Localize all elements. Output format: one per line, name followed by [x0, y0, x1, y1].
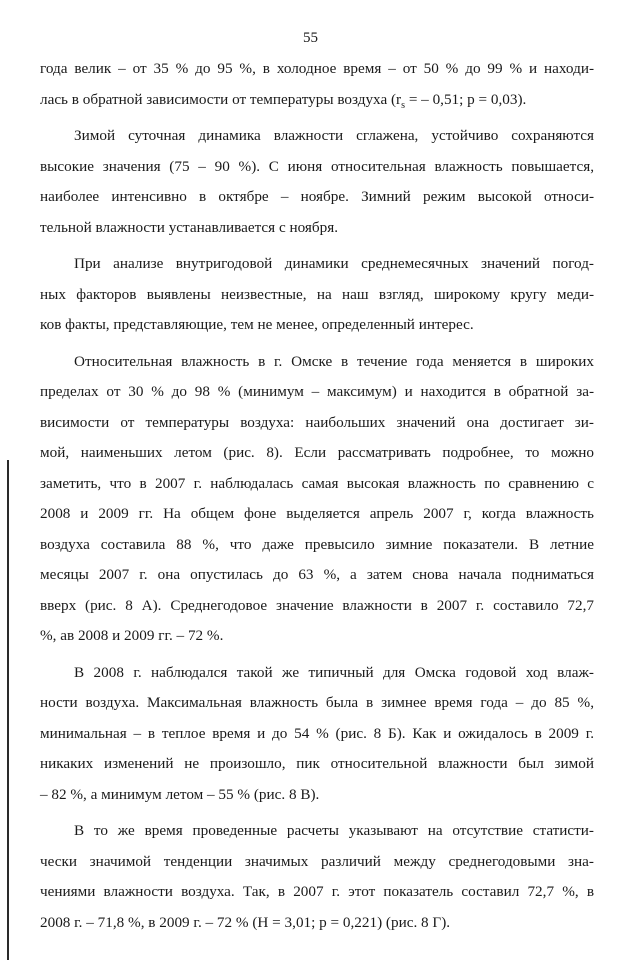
text-line: чениями влажности воздуха. Так, в 2007 г. этот показатель составил 72,7 %, в	[40, 883, 594, 900]
page-number: 55	[303, 30, 318, 46]
text-line: ных факторов выявлены неизвестные, на наш взгляд, широкому кругу меди-	[40, 285, 594, 303]
text-line: никаких изменений не произошло, пик относительной влажности был зимой	[40, 755, 594, 772]
paragraph	[40, 658, 594, 811]
subscript: s	[401, 99, 406, 111]
paragraph	[40, 249, 594, 341]
text-line: %, ав 2008 и 2009 гг. – 72 %.	[40, 627, 224, 644]
text-line: чески значимой тенденции значимых различий между среднегодовыми зна-	[40, 852, 594, 870]
scan-edge-line	[7, 460, 9, 960]
paragraph	[40, 121, 594, 243]
text-line: заметить, что в 2007 г. наблюдалась самая высокая влажность по сравнению с	[40, 474, 594, 492]
text-line: тельной влажности устанавливается с ноября.	[40, 218, 339, 236]
text-line: 2008 г. – 71,8 %, в 2009 г. – 72 % (H = 3,01; p = 0,221) (рис. 8 Г).	[40, 913, 451, 931]
body-text	[40, 54, 594, 938]
text-line: минимальная – в теплое время и до 54 % (рис. 8 Б). Как и ожидалось в 2009 г.	[40, 724, 594, 742]
paragraph	[40, 816, 594, 938]
text-line: высокие значения (75 – 90 %). С июня относительная влажность повышается,	[40, 157, 594, 175]
text-line: ности воздуха. Максимальная влажность была в зимнее время года – до 85 %,	[40, 694, 594, 711]
text-line: мой, наименьших летом (рис. 8). Если рассматривать подробнее, то можно	[40, 444, 594, 461]
text-line: воздуха составила 88 %, что даже превысило зимние показатели. В летние	[40, 535, 594, 553]
text-line: При анализе внутригодовой динамики среднемесячных значений погод-	[74, 255, 594, 272]
paragraph	[40, 54, 594, 115]
text-line: В 2008 г. наблюдался такой же типичный для Омска годовой ход влаж-	[74, 663, 594, 681]
text-line: ков факты, представляющие, тем не менее, определенный интерес.	[40, 316, 474, 333]
text-line: В то же время проведенные расчеты указывают на отсутствие статисти-	[74, 822, 594, 839]
text-line: года велик – от 35 % до 95 %, в холодное время – от 50 % до 99 % и находи-	[40, 60, 594, 77]
text-line: вверх (рис. 8 А). Среднегодовое значение влажности в 2007 г. составило 72,7	[40, 596, 594, 614]
text-line: – 82 %, а минимум летом – 55 % (рис. 8 В).	[40, 785, 320, 803]
text-line: Относительная влажность в г. Омске в течение года меняется в широких	[74, 352, 594, 370]
text-line: месяцы 2007 г. она опустилась до 63 %, а затем снова начала подниматься	[40, 566, 594, 583]
text-line: наиболее интенсивно в октябре – ноябре. Зимний режим высокой относи-	[40, 188, 594, 205]
text-fragment: лась в обратной зависимости от температуры воздуха (r	[40, 90, 402, 108]
text-line-with-subscript	[40, 85, 594, 116]
text-line: Зимой суточная динамика влажности сглажена, устойчиво сохраняются	[74, 127, 594, 144]
text-line: пределах от 30 % до 98 % (минимум – максимум) и находится в обратной за-	[40, 383, 594, 400]
paragraph	[40, 347, 594, 652]
text-line: 2008 и 2009 гг. На общем фоне выделяется апрель 2007 г, когда влажность	[40, 505, 594, 522]
text-line: висимости от температуры воздуха: наибольших значений она достигает зи-	[40, 413, 594, 431]
text-fragment: = – 0,51; p = 0,03).	[405, 90, 527, 108]
